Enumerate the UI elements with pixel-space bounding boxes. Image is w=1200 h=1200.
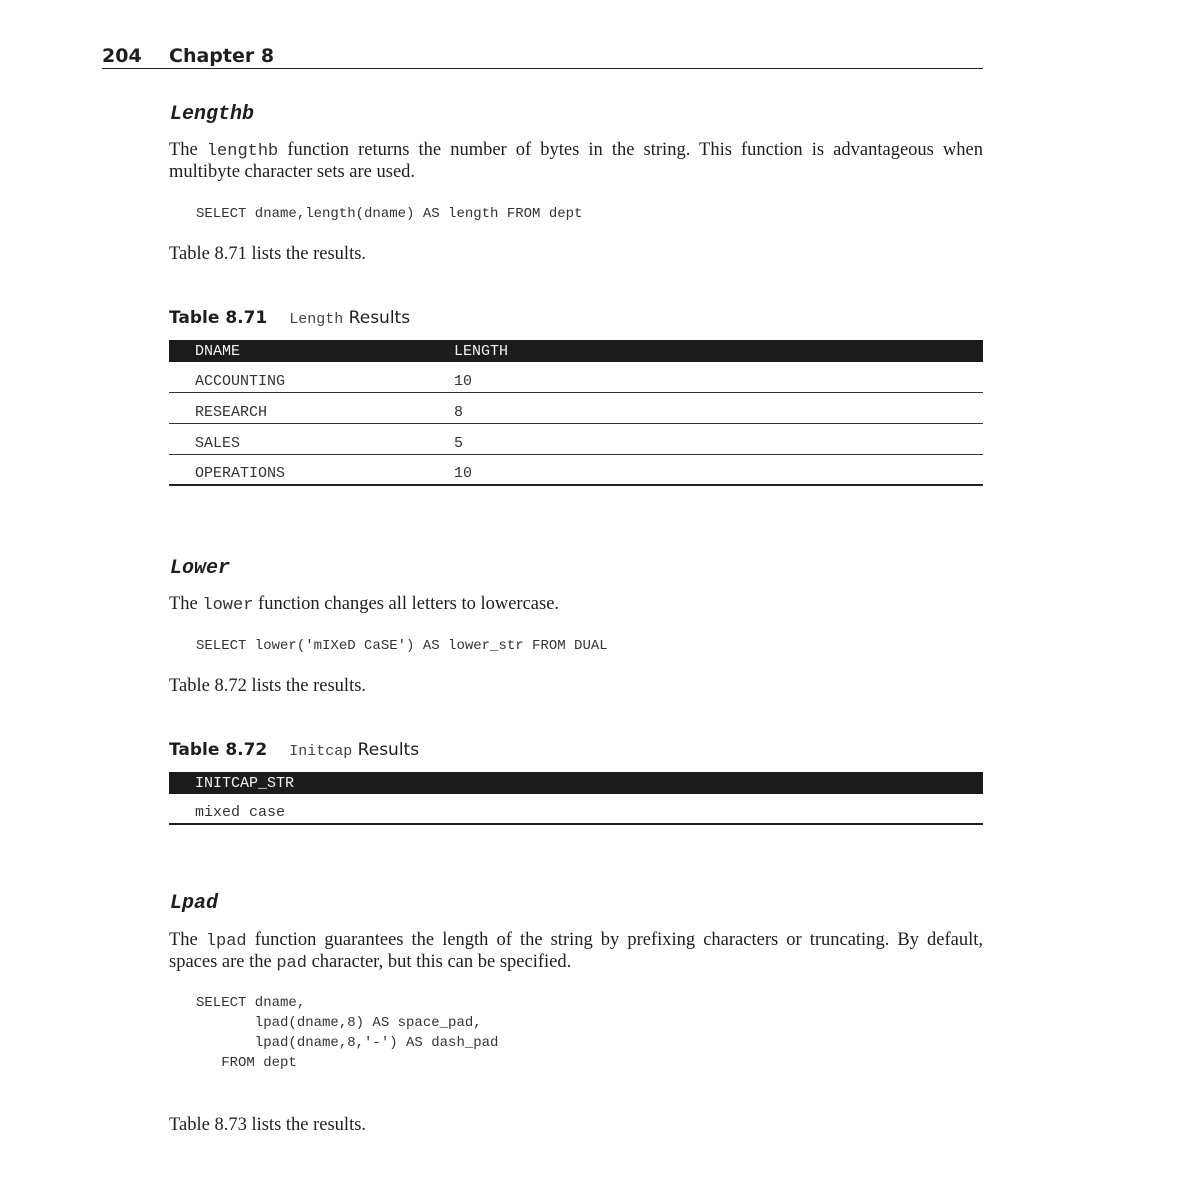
paragraph-text: The (169, 930, 206, 950)
table-caption (169, 739, 419, 763)
table-row (169, 393, 983, 424)
code-line: lpad(dname,8,'-') AS dash_pad (196, 1035, 499, 1051)
code-line: lpad(dname,8) AS space_pad, (196, 1015, 482, 1031)
running-header (102, 44, 983, 69)
results-reference: Table 8.71 lists the results. (169, 244, 367, 264)
table-cell: 10 (454, 465, 473, 482)
page-number: 204 (102, 45, 142, 67)
paragraph-text: The (169, 594, 203, 614)
results-reference: Table 8.73 lists the results. (169, 1115, 367, 1135)
table-cell: 8 (454, 404, 464, 421)
inline-code: lpad (205, 932, 247, 951)
chapter-title: Chapter 8 (169, 45, 275, 67)
table-cell: 10 (454, 373, 473, 390)
caption-code: Length (289, 311, 344, 328)
table-number: Table 8.71 (169, 308, 268, 328)
column-header: LENGTH (454, 342, 509, 360)
code-block-lengthb: SELECT dname,length(dname) AS length FROM dept (196, 206, 583, 222)
results-reference: Table 8.72 lists the results. (169, 676, 367, 696)
column-header: INITCAP_STR (195, 774, 295, 792)
table-cell: RESEARCH (195, 404, 268, 421)
table-caption (169, 307, 410, 331)
paragraph-lengthb (169, 140, 983, 183)
code-line: SELECT dname, (196, 995, 306, 1011)
paragraph-text: function changes all letters to lowercase. (253, 594, 560, 614)
results-table-8-71 (169, 340, 983, 486)
caption-text: Results (343, 308, 411, 328)
table-cell: 5 (454, 435, 464, 452)
section-title-lpad: Lpad (170, 892, 219, 915)
caption-text: Results (352, 740, 420, 760)
section-title-lengthb: Lengthb (170, 103, 255, 126)
table-row (169, 794, 983, 825)
table-row (169, 455, 983, 486)
table-cell: mixed case (195, 804, 286, 821)
table-cell: OPERATIONS (195, 465, 286, 482)
paragraph-lower (169, 594, 983, 616)
table-number: Table 8.72 (169, 740, 268, 760)
paragraph-text: function guarantees the length of the string by prefixing characters or truncating. By default, spaces are the (169, 930, 984, 972)
column-header: DNAME (195, 342, 241, 360)
inline-code: pad (276, 954, 307, 973)
table-row (169, 424, 983, 455)
paragraph-lpad (169, 930, 983, 974)
table-header-row (169, 772, 983, 794)
results-table-8-72 (169, 772, 983, 825)
code-block-lower: SELECT lower('mIXeD CaSE') AS lower_str FROM DUAL (196, 638, 608, 654)
code-block-lpad (196, 993, 498, 1073)
code-line: FROM dept (196, 1055, 297, 1071)
table-cell: ACCOUNTING (195, 373, 286, 390)
inline-code: lengthb (206, 142, 279, 161)
paragraph-text: character, but this can be specified. (306, 952, 572, 972)
table-header-row (169, 340, 983, 362)
table-row (169, 362, 983, 393)
caption-code: Initcap (289, 743, 353, 760)
paragraph-text: The (169, 140, 207, 160)
inline-code: lower (202, 596, 254, 615)
table-cell: SALES (195, 435, 241, 452)
section-title-lower: Lower (170, 557, 231, 580)
paragraph-text: function returns the number of bytes in the string. This function is advantageous when multibyte character sets are used. (169, 140, 984, 182)
